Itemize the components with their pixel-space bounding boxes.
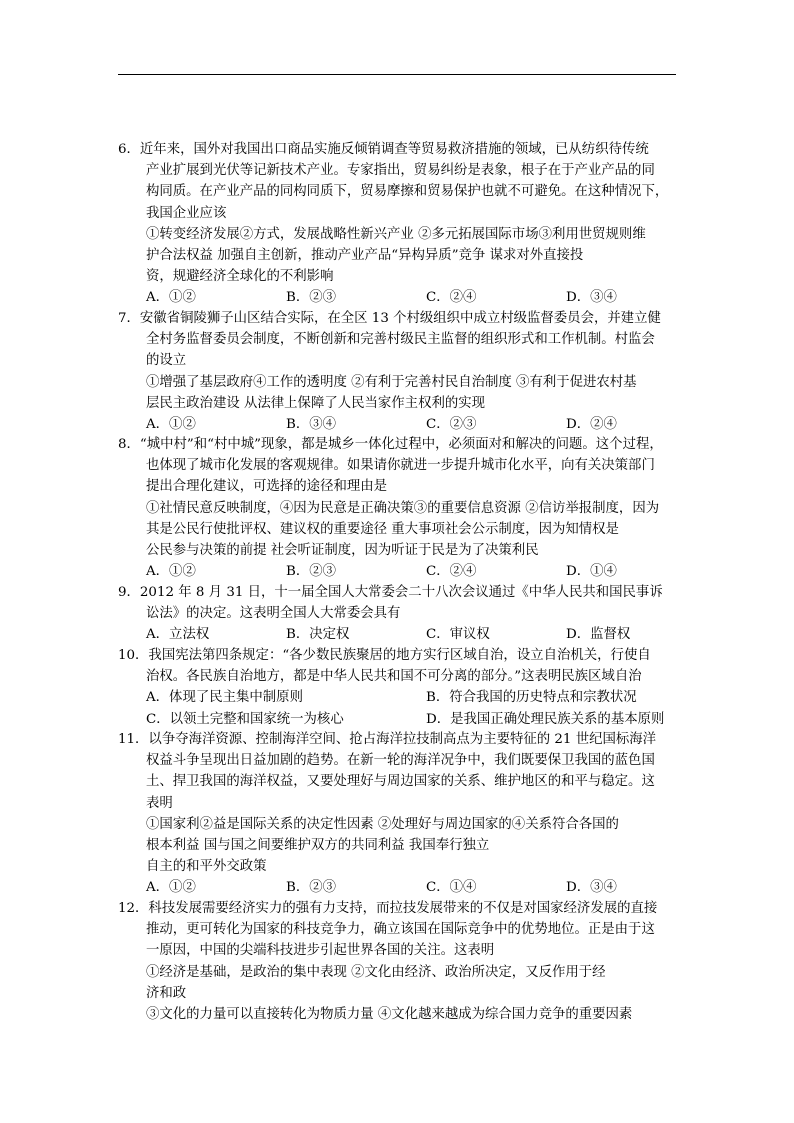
statement-line: 其是公民行使批评权、建议权的重要途径 重大事项社会公示制度，因为知情权是 — [146, 521, 619, 537]
statement-line: ①增强了基层政府④工作的透明度 ②有利于完善村民自治制度 ③有利于促进农村基 — [146, 374, 637, 390]
question-6 — [118, 139, 680, 309]
option-d[interactable]: D．监督权 — [566, 627, 631, 643]
statement-line: 济和政 — [146, 985, 187, 1001]
statement-line: 公民参与决策的前提 社会听证制度，因为听证于民是为了决策利民 — [146, 542, 539, 558]
question-9 — [118, 582, 680, 646]
question-stem-line: 7．安徽省铜陵狮子山区结合实际，在全区 13 个村级组织中成立村级监督委员会，并建立健 — [118, 311, 661, 326]
question-stem-line: 权益斗争呈现出日益加剧的趋势。在新一轮的海洋况争中，我们既要保卫我国的蓝色国 — [146, 753, 655, 769]
options-row — [118, 561, 680, 582]
header-rule — [118, 74, 676, 75]
option-a[interactable]: A．①② — [146, 416, 196, 432]
question-stem-line: 也体现了城市化发展的客观规律。如果请你就进一步提升城市化水平，向有关决策部门 — [146, 458, 655, 474]
option-b[interactable]: B．②③ — [286, 564, 337, 580]
statement-line: ①国家利②益是国际关系的决定性因素 ②处理好与周边国家的④关系符合各国的 — [146, 816, 619, 832]
options-row — [118, 877, 680, 898]
question-stem-line: 提出合理化建议，可选择的途径和理由是 — [146, 479, 388, 495]
option-d[interactable]: D．③④ — [566, 290, 617, 306]
question-stem-line: 土、捍卫我国的海洋权益，又要处理好与周边国家的关系、维护地区的和平与稳定。这 — [146, 774, 655, 790]
question-stem-line: 全村务监督委员会制度，不断创新和完善村级民主监督的组织形式和工作机制。村监会 — [146, 332, 655, 348]
options-row — [118, 687, 680, 708]
question-stem-line: 的设立 — [146, 353, 187, 369]
statement-line: 护合法权益 加强自主创新，推动产业产品“异构异质”竞争 谋求对外直接投 — [146, 247, 584, 263]
option-a[interactable]: A．体现了民主集中制原则 — [146, 690, 303, 706]
question-stem-line: 产业扩展到光伏等记新技术产业。专家指出，贸易纠纷是表象，根子在于产业产品的同 — [146, 163, 655, 179]
option-b[interactable]: B．决定权 — [286, 627, 350, 643]
option-c[interactable]: C．审议权 — [426, 627, 490, 643]
option-b[interactable]: B．③④ — [286, 416, 337, 432]
question-stem-line: 11．以争夺海洋资源、控制海洋空间、抢占海洋拉技制高点为主要特征的 21 世纪国标海洋 — [118, 732, 657, 747]
option-c[interactable]: C．以领土完整和国家统一为核心 — [146, 711, 344, 727]
option-b[interactable]: B．②③ — [286, 290, 337, 306]
option-c[interactable]: C．②④ — [426, 290, 477, 306]
option-a[interactable]: A．立法权 — [146, 627, 210, 643]
option-c[interactable]: C．①④ — [426, 880, 477, 896]
options-row — [118, 287, 680, 308]
option-b[interactable]: B．②③ — [286, 880, 337, 896]
question-stem-line: 构同质。在产业产品的同构同质下，贸易摩擦和贸易保护也就不可避免。在这种情况下， — [146, 184, 669, 200]
statement-line: 层民主政治建设 从法律上保障了人民当家作主权利的实现 — [146, 395, 486, 411]
option-a[interactable]: A．①② — [146, 880, 196, 896]
question-stem-line: 6．近年来，国外对我国出口商品实施反倾销调查等贸易救济措施的领域，已从纺织待传统 — [118, 142, 649, 157]
statement-line: 自主的和平外交政策 — [146, 859, 267, 875]
question-stem-line: 9．2012 年 8 月 31 日，十一届全国人大常委会二十八次会议通过《中华人民共和国民事诉 — [118, 585, 663, 600]
question-stem-line: 我国企业应该 — [146, 205, 227, 221]
question-stem-line: 治权。各民族自治地方，都是中华人民共和国不可分离的部分。”这表明民族区域自治 — [146, 669, 642, 685]
option-c[interactable]: C．②③ — [426, 416, 477, 432]
question-stem-line: 8．“城中村”和“村中城”现象，都是城乡一体化过程中，必须面对和解决的问题。这个过程， — [118, 437, 663, 452]
option-a[interactable]: A．①② — [146, 564, 196, 580]
question-8 — [118, 434, 680, 582]
question-stem-line: 推动，更可转化为国家的科技竞争力，确立该国在国际竞争中的优势地位。正是由于这 — [146, 922, 655, 938]
option-d[interactable]: D．①④ — [566, 564, 617, 580]
statement-line: ①社情民意反映制度，④因为民意是正确决策③的重要信息资源 ②信访举报制度，因为 — [146, 500, 660, 516]
question-7 — [118, 308, 680, 435]
option-b[interactable]: B．符合我国的历史特点和宗教状况 — [426, 690, 637, 706]
question-10 — [118, 645, 680, 730]
question-stem-line: 表明 — [146, 795, 173, 811]
option-a[interactable]: A．①② — [146, 290, 196, 306]
statement-line: ③文化的力量可以直接转化为物质力量 ④文化越来越成为综合国力竞争的重要因素 — [146, 1006, 633, 1022]
question-stem-line: 12．科技发展需要经济实力的强有力支持，而拉技发展带来的不仅是对国家经济发展的直接 — [118, 901, 658, 916]
option-d[interactable]: D．②④ — [566, 416, 617, 432]
question-stem-line: 讼法》的决定。这表明全国人大常委会具有 — [146, 606, 401, 622]
option-c[interactable]: C．②④ — [426, 564, 477, 580]
question-stem-line: 10．我国宪法第四条规定：“各少数民族聚居的地方实行区域自治，设立自治机关，行使自 — [118, 648, 651, 663]
statement-line: ①转变经济发展②方式，发展战略性新兴产业 ②多元拓展国际市场③利用世贸规则维 — [146, 226, 646, 242]
options-row — [118, 414, 680, 435]
statement-line: 资，规避经济全球化的不利影响 — [146, 269, 334, 285]
options-row — [118, 624, 680, 645]
options-row — [118, 709, 680, 730]
question-11 — [118, 729, 680, 899]
option-d[interactable]: D．是我国正确处理民族关系的基本原则 — [426, 711, 665, 727]
statement-line: 根本利益 国与国之间要维护双方的共同利益 我国奉行独立 — [146, 837, 490, 853]
question-12 — [118, 898, 680, 1025]
statement-line: ①经济是基础，是政治的集中表现 ②文化由经济、政治所决定，又反作用于经 — [146, 964, 606, 980]
question-stem-line: 一原因，中国的尖端科技进步引起世界各国的关注。这表明 — [146, 943, 495, 959]
option-d[interactable]: D．③④ — [566, 880, 617, 896]
